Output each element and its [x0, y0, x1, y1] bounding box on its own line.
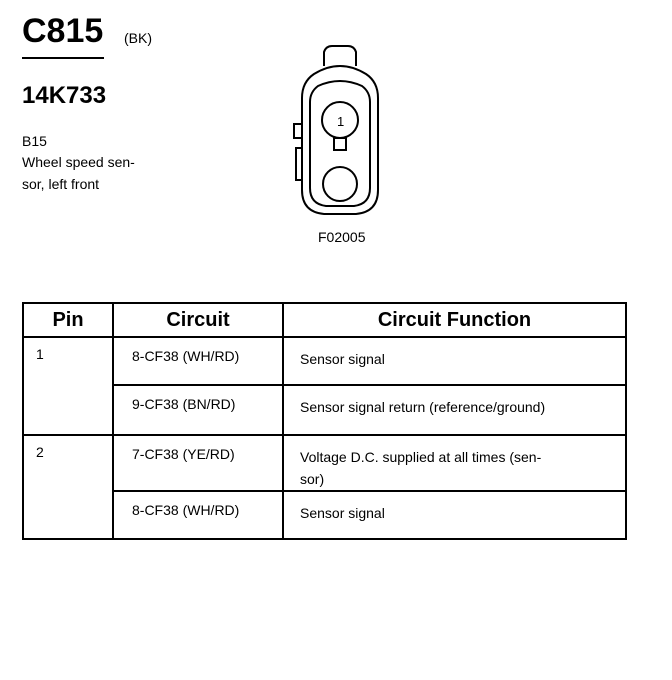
pin-cell: 1	[23, 337, 113, 435]
circuit-cell: 8-CF38 (WH/RD)	[113, 337, 283, 385]
function-cell: Sensor signal	[283, 491, 626, 539]
connector-color-code: (BK)	[124, 30, 152, 46]
pinout-table	[22, 302, 627, 540]
header-function: Circuit Function	[283, 303, 626, 337]
connector-latch	[324, 46, 356, 66]
function-text-line-1: Voltage D.C. supplied at all times (sen-	[300, 449, 542, 465]
function-cell: Sensor signal return (reference/ground)	[283, 385, 626, 435]
header-pin: Pin	[23, 303, 113, 337]
title-underline	[22, 57, 104, 59]
figure-id: F02005	[318, 229, 366, 245]
circuit-cell: 9-CF38 (BN/RD)	[113, 385, 283, 435]
connector-cavity	[310, 81, 370, 206]
function-cell: Sensor signal	[283, 337, 626, 385]
connector-face-diagram	[286, 40, 396, 220]
connector-shell	[302, 66, 378, 214]
function-text-line-2: sor)	[300, 471, 325, 487]
circuit-cell: 7-CF38 (YE/RD)	[113, 435, 283, 491]
circuit-cell: 8-CF38 (WH/RD)	[113, 491, 283, 539]
pin-1-label: 1	[337, 114, 345, 129]
pin-2-socket	[323, 167, 357, 201]
table-row	[23, 385, 626, 435]
pin-1-tab	[334, 138, 346, 150]
table-row	[23, 435, 626, 491]
table-row	[23, 491, 626, 539]
pin-cell: 2	[23, 435, 113, 539]
connector-id: C815	[22, 12, 104, 50]
connector-key-upper	[294, 124, 302, 138]
description-line-1: Wheel speed sen-	[22, 154, 135, 170]
location-code: B15	[22, 133, 47, 149]
function-cell	[283, 435, 626, 491]
part-number: 14K733	[22, 82, 107, 109]
header-circuit: Circuit	[113, 303, 283, 337]
table-row	[23, 337, 626, 385]
table-header-row	[23, 303, 626, 337]
description-line-2: sor, left front	[22, 176, 100, 192]
